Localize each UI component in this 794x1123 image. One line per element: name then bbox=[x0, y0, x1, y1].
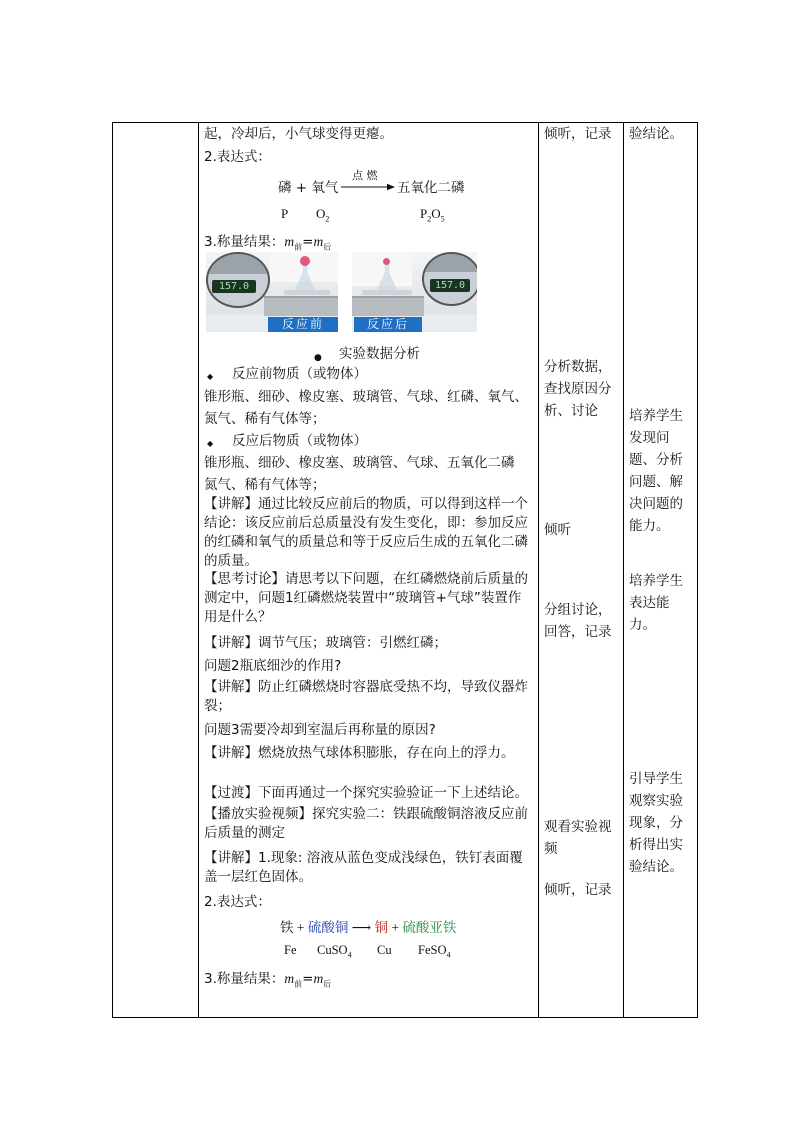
expression-title: 2.表达式： bbox=[204, 149, 271, 165]
equation-condition: 点 燃 bbox=[352, 169, 378, 182]
student-activity-listen-1: 倾听，记录 bbox=[544, 126, 612, 142]
student-activity-group: 分组讨论，回答，记录 bbox=[544, 602, 612, 640]
photo-before-reaction bbox=[206, 252, 338, 332]
column-divider-1 bbox=[198, 123, 199, 1017]
weigh-result-1: 3.称量结果：$m_前=m_后$ bbox=[204, 234, 332, 252]
caption-after: 反应后 bbox=[354, 317, 422, 332]
scale-display-after: 157.0 bbox=[430, 279, 470, 292]
after-list-line1: 锥形瓶、细砂、橡皮塞、玻璃管、气球、五氧化二磷 bbox=[204, 455, 515, 471]
explanation-2: 【讲解】调节气压；玻璃管：引燃红磷； bbox=[204, 635, 447, 651]
formula-fe: Fe bbox=[284, 943, 297, 957]
design-intent-conclusion: 验结论。 bbox=[629, 126, 683, 142]
zoom-lens bbox=[206, 252, 270, 308]
diamond-bullet-icon: ◆ bbox=[207, 372, 214, 381]
explanation-5: 【讲解】1.现象: 溶液从蓝色变成浅绿色，铁钉表面覆盖一层红色固体。 bbox=[204, 850, 523, 885]
design-intent-ability-1: 培养学生发现问题、分析问题、解决问题的能力。 bbox=[629, 408, 683, 534]
explanation-3: 【讲解】防止红磷燃烧时容器底受热不均，导致仪器炸裂； bbox=[204, 679, 528, 714]
formula-p2o5: $P_2O_5$ bbox=[420, 206, 445, 224]
video-intro: 【播放实验视频】探究实验二：铁跟硫酸铜溶液反应前后质量的测定 bbox=[204, 806, 528, 841]
bullet-dot-icon: ● bbox=[314, 353, 322, 363]
before-heading: 反应前物质（或物体） bbox=[232, 366, 367, 382]
student-activity-analyze: 分析数据，查找原因分析、讨论 bbox=[544, 359, 612, 419]
transition: 【过渡】下面再通过一个探究实验验证一下上述结论。 bbox=[204, 785, 528, 801]
photo-after-reaction bbox=[352, 252, 477, 332]
question-3: 问题3需要冷却到室温后再称量的原因? bbox=[204, 722, 436, 738]
question-2: 问题2瓶底细沙的作用? bbox=[204, 658, 342, 674]
caption-before: 反应前 bbox=[268, 317, 338, 332]
before-list-line1: 锥形瓶、细砂、橡皮塞、玻璃管、气球、红磷、氧气、 bbox=[204, 389, 528, 405]
equation-product: 五氧化二磷 bbox=[397, 180, 465, 196]
formula-o2: $O_2$ bbox=[316, 206, 330, 224]
before-list-line2: 氮气、稀有气体等； bbox=[204, 411, 326, 427]
equation-reactants: 磷 + 氧气 bbox=[278, 180, 339, 196]
equation-2: 铁 + 硫酸铜 ⟶ 铜 + 硫酸亚铁 bbox=[280, 920, 457, 935]
zoom-lens bbox=[422, 252, 477, 306]
scale-display-before: 157.0 bbox=[212, 280, 256, 293]
formula-feso4: FeSO$_4$ bbox=[418, 943, 451, 960]
column-divider-2 bbox=[538, 123, 539, 1017]
student-activity-watch: 观看实验视频 bbox=[544, 819, 612, 857]
formula-cuso4: CuSO$_4$ bbox=[317, 943, 352, 960]
weigh-result-2: 3.称量结果：$m_前=m_后$ bbox=[204, 971, 332, 989]
formula-cu: Cu bbox=[377, 943, 392, 957]
design-intent-guide: 引导学生观察实验现象，分析得出实验结论。 bbox=[629, 771, 683, 875]
after-heading: 反应后物质（或物体） bbox=[232, 433, 367, 449]
student-activity-listen-2: 倾听 bbox=[544, 522, 571, 538]
text-line-top: 起，冷却后，小气球变得更瘪。 bbox=[204, 126, 393, 142]
analysis-heading: 实验数据分析 bbox=[339, 346, 420, 362]
design-intent-ability-2: 培养学生表达能力。 bbox=[629, 573, 683, 633]
explanation-4: 【讲解】燃烧放热气球体积膨胀，存在向上的浮力。 bbox=[204, 745, 515, 761]
reaction-arrow-icon bbox=[341, 183, 395, 191]
diamond-bullet-icon: ◆ bbox=[207, 439, 214, 448]
column-divider-3 bbox=[623, 123, 624, 1017]
student-activity-listen-3: 倾听，记录 bbox=[544, 882, 612, 898]
expression-title-2: 2.表达式： bbox=[204, 894, 271, 910]
formula-p: P bbox=[281, 206, 289, 221]
explanation-1: 【讲解】通过比较反应前后的物质，可以得到这样一个结论：该反应前后总质量没有发生变化，即：参加反应的红磷和氧气的质量总和等于反应后生成的五氧化二磷的质量。 bbox=[204, 496, 528, 569]
discussion: 【思考讨论】请思考以下问题，在红磷燃烧前后质量的测定中，问题1红磷燃烧装置中“玻璃管+气球”装置作用是什么？ bbox=[204, 571, 528, 625]
after-list-line2: 氮气、稀有气体等； bbox=[204, 477, 326, 493]
